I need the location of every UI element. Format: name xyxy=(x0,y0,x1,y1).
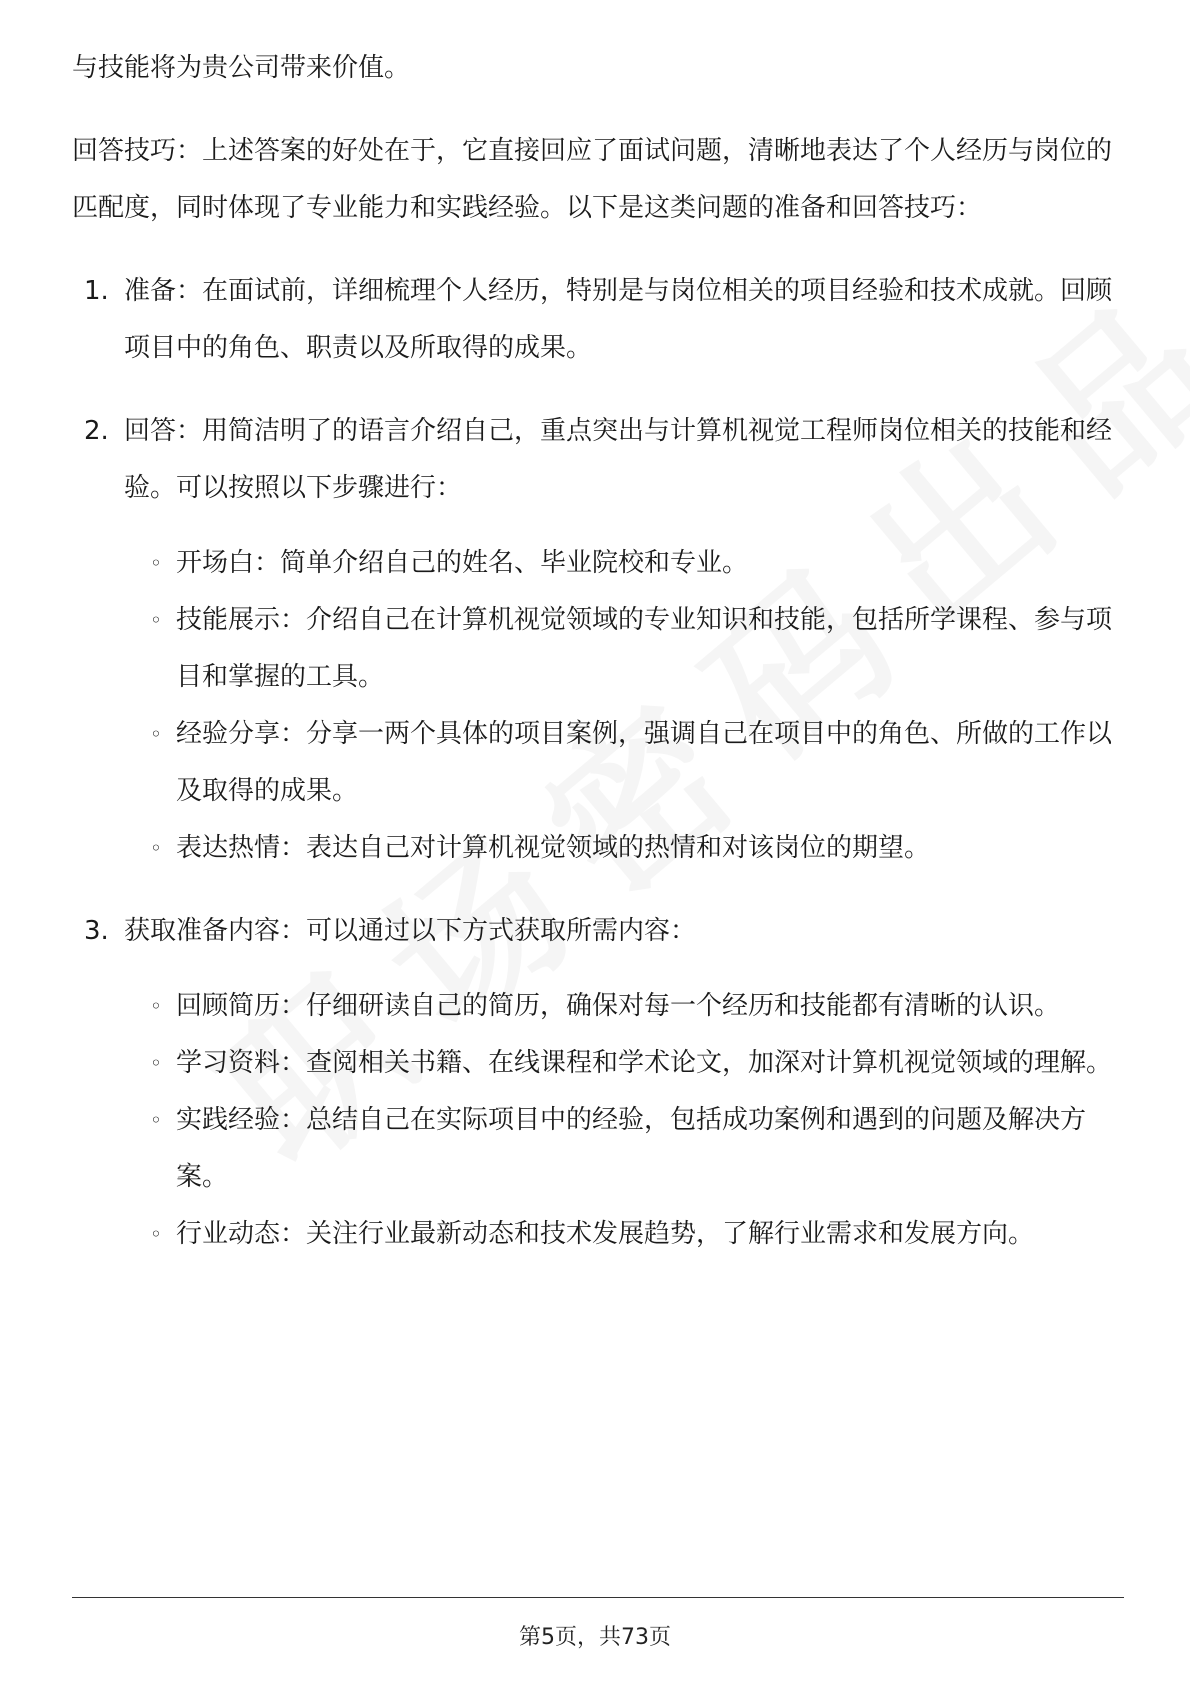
hollow-bullet-icon: ◦ xyxy=(150,994,162,1018)
hollow-bullet-icon: ◦ xyxy=(150,608,162,632)
footer-divider xyxy=(72,1597,1124,1598)
sub-bullet-text: 表达热情：表达自己对计算机视觉领域的热情和对该岗位的期望。 xyxy=(176,833,931,863)
step-item xyxy=(72,263,1122,377)
hollow-bullet-icon: ◦ xyxy=(150,1051,162,1075)
page-number-footer: 第5页，共73页 xyxy=(519,1625,671,1650)
step-text: 回答：用简洁明了的语言介绍自己，重点突出与计算机视觉工程师岗位相关的技能和经验。可以按照以下步骤进行： xyxy=(124,416,1113,503)
sub-bullet-text: 技能展示：介绍自己在计算机视觉领域的专业知识和技能，包括所学课程、参与项目和掌握的工具。 xyxy=(176,605,1113,692)
sub-bullet-text: 实践经验：总结自己在实际项目中的经验，包括成功案例和遇到的问题及解决方案。 xyxy=(176,1105,1087,1192)
sub-bullet-item xyxy=(72,535,1122,592)
sub-bullet-item xyxy=(72,1092,1122,1206)
hollow-bullet-icon: ◦ xyxy=(150,1108,162,1132)
step-text: 准备：在面试前，详细梳理个人经历，特别是与岗位相关的项目经验和技术成就。回顾项目中的角色、职责以及所取得的成果。 xyxy=(124,276,1113,363)
step-number: 3. xyxy=(84,916,109,946)
sub-bullet-item xyxy=(72,592,1122,706)
sub-bullet-text: 经验分享：分享一两个具体的项目案例，强调自己在项目中的角色、所做的工作以及取得的成果。 xyxy=(176,719,1113,806)
hollow-bullet-icon: ◦ xyxy=(150,1222,162,1246)
sub-bullet-list xyxy=(72,978,1122,1263)
hollow-bullet-icon: ◦ xyxy=(150,836,162,860)
tips-paragraph: 回答技巧：上述答案的好处在于，它直接回应了面试问题，清晰地表达了个人经历与岗位的匹配度，同时体现了专业能力和实践经验。以下是这类问题的准备和回答技巧： xyxy=(72,136,1113,223)
sub-bullet-item xyxy=(72,706,1122,820)
hollow-bullet-icon: ◦ xyxy=(150,722,162,746)
sub-bullet-text: 行业动态：关注行业最新动态和技术发展趋势，了解行业需求和发展方向。 xyxy=(176,1219,1035,1249)
sub-bullet-item xyxy=(72,820,1122,877)
sub-bullet-list xyxy=(72,535,1122,877)
step-text: 获取准备内容：可以通过以下方式获取所需内容： xyxy=(124,916,697,946)
intro-tail-paragraph: 与技能将为贵公司带来价值。 xyxy=(72,53,411,83)
step-item xyxy=(72,403,1122,517)
sub-bullet-item xyxy=(72,978,1122,1035)
sub-bullet-text: 学习资料：查阅相关书籍、在线课程和学术论文，加深对计算机视觉领域的理解。 xyxy=(176,1048,1113,1078)
sub-bullet-text: 开场白：简单介绍自己的姓名、毕业院校和专业。 xyxy=(176,548,749,578)
step-number: 2. xyxy=(84,416,109,446)
sub-bullet-item xyxy=(72,1035,1122,1092)
steps-list xyxy=(72,263,1122,1263)
page-content xyxy=(72,40,1122,1263)
step-number: 1. xyxy=(84,276,109,306)
step-item xyxy=(72,903,1122,960)
hollow-bullet-icon: ◦ xyxy=(150,551,162,575)
sub-bullet-item xyxy=(72,1206,1122,1263)
sub-bullet-text: 回顾简历：仔细研读自己的简历，确保对每一个经历和技能都有清晰的认识。 xyxy=(176,991,1061,1021)
